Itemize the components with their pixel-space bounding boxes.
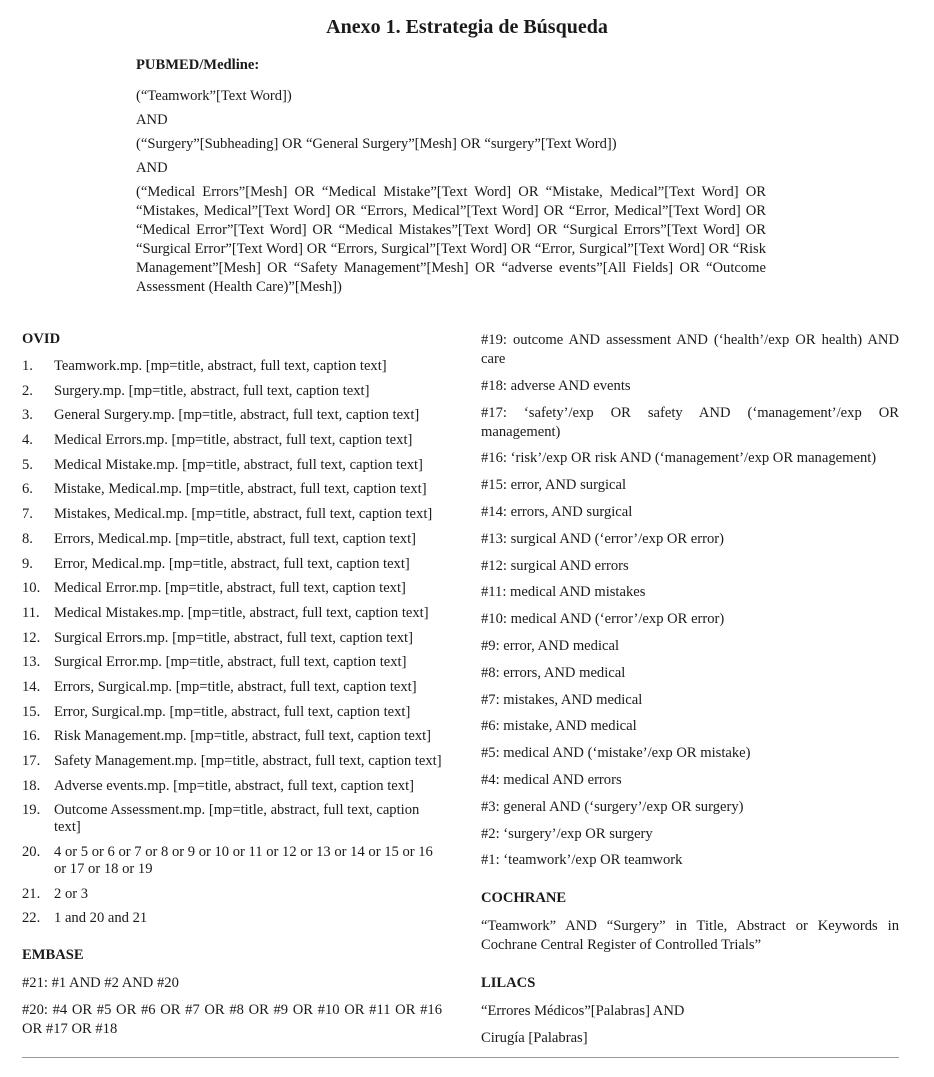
pubmed-line: AND	[136, 112, 168, 128]
ovid-heading: OVID	[22, 331, 61, 347]
ovid-item-number: 21.	[22, 885, 41, 902]
lilacs-line: Cirugía [Palabras]	[481, 1030, 588, 1047]
ovid-item	[22, 728, 442, 745]
ovid-item	[22, 556, 442, 573]
embase-line: #21: #1 AND #2 AND #20	[22, 975, 179, 992]
ovid-item-number: 13.	[22, 654, 41, 671]
ovid-item-text: Surgery.mp. [mp=title, abstract, full text, caption text]	[54, 382, 370, 399]
ovid-item	[22, 910, 442, 927]
ovid-item	[22, 802, 442, 836]
ovid-item-number: 17.	[22, 753, 41, 769]
pubmed-line: AND	[136, 160, 168, 176]
ovid-item	[22, 679, 442, 696]
ovid-item-text: General Surgery.mp. [mp=title, abstract, full text, caption text]	[54, 407, 420, 424]
lilacs-line: “Errores Médicos”[Palabras] AND	[481, 1003, 685, 1020]
ovid-item-text: Teamwork.mp. [mp=title, abstract, full text, caption text]	[54, 358, 387, 374]
ovid-item-text: Risk Management.mp. [mp=title, abstract, full text, caption text]	[54, 728, 432, 745]
ovid-item-number: 12.	[22, 629, 41, 646]
pubmed-heading: PUBMED/Medline:	[136, 57, 260, 73]
ovid-item-text: Medical Errors.mp. [mp=title, abstract, full text, caption text]	[54, 432, 413, 449]
lilacs-heading: LILACS	[481, 975, 536, 992]
embase-line: #13: surgical AND (‘error’/exp OR error)	[481, 530, 725, 547]
ovid-item-number: 4.	[22, 432, 33, 449]
embase-line: #14: errors, AND surgical	[481, 503, 633, 520]
left-column	[22, 331, 442, 1047]
ovid-item-number: 16.	[22, 728, 41, 745]
pubmed-section	[136, 56, 766, 302]
ovid-item-text: Mistakes, Medical.mp. [mp=title, abstract, full text, caption text]	[54, 506, 433, 523]
ovid-item	[22, 457, 442, 474]
ovid-item-number: 7.	[22, 506, 33, 523]
ovid-item-number: 9.	[22, 555, 33, 572]
ovid-item-number: 19.	[22, 802, 41, 819]
ovid-item-text: 1 and 20 and 21	[54, 910, 148, 927]
ovid-item	[22, 432, 442, 449]
ovid-item-number: 1.	[22, 358, 33, 374]
ovid-item-text: Outcome Assessment.mp. [mp=title, abstract, full text, caption text]	[54, 802, 420, 836]
page-title: Anexo 1. Estrategia de Búsqueda	[326, 16, 608, 38]
embase-line: #7: mistakes, AND medical	[481, 691, 643, 708]
ovid-item	[22, 778, 442, 795]
embase-line: #10: medical AND (‘error’/exp OR error)	[481, 611, 725, 628]
ovid-item-number: 14.	[22, 678, 41, 695]
embase-continued	[481, 331, 899, 870]
embase-line: #20: #4 OR #5 OR #6 OR #7 OR #8 OR #9 OR #10 OR #11 OR #16 OR #17 OR #18	[22, 1002, 442, 1038]
ovid-item-number: 11.	[22, 604, 40, 621]
ovid-item-text: 4 or 5 or 6 or 7 or 8 or 9 or 10 or 11 or 12 or 13 or 14 or 15 or 16 or 17 or 18 or 19	[54, 844, 433, 878]
embase-line: #6: mistake, AND medical	[481, 718, 637, 735]
ovid-item-number: 3.	[22, 407, 33, 424]
ovid-item	[22, 753, 442, 770]
ovid-item	[22, 383, 442, 400]
ovid-item-text: Error, Surgical.mp. [mp=title, abstract, full text, caption text]	[54, 703, 411, 720]
ovid-item-number: 15.	[22, 703, 41, 720]
ovid-item	[22, 605, 442, 622]
ovid-item	[22, 704, 442, 721]
footer-divider	[22, 1057, 899, 1058]
ovid-item-text: 2 or 3	[54, 885, 89, 902]
ovid-item-number: 2.	[22, 382, 33, 399]
embase-line: #4: medical AND errors	[481, 771, 622, 788]
ovid-item	[22, 580, 442, 597]
embase-line: #1: ‘teamwork’/exp OR teamwork	[481, 852, 683, 869]
ovid-item	[22, 844, 442, 878]
ovid-item	[22, 630, 442, 647]
embase-line: #12: surgical AND errors	[481, 557, 629, 574]
ovid-item	[22, 531, 442, 548]
ovid-item-number: 5.	[22, 456, 33, 473]
ovid-item-number: 18.	[22, 777, 41, 794]
ovid-item	[22, 481, 442, 498]
ovid-item-number: 20.	[22, 844, 41, 861]
ovid-item-text: Medical Error.mp. [mp=title, abstract, full text, caption text]	[54, 580, 406, 597]
embase-line: #17: ‘safety’/exp OR safety AND (‘management’/exp OR management)	[481, 404, 899, 440]
ovid-item	[22, 654, 442, 671]
embase-line: #9: error, AND medical	[481, 637, 620, 654]
ovid-item-text: Error, Medical.mp. [mp=title, abstract, full text, caption text]	[54, 555, 410, 572]
ovid-item	[22, 886, 442, 903]
embase-line: #11: medical AND mistakes	[481, 584, 646, 601]
ovid-item	[22, 407, 442, 424]
ovid-item-text: Adverse events.mp. [mp=title, abstract, full text, caption text]	[54, 777, 414, 794]
ovid-item-text: Surgical Errors.mp. [mp=title, abstract, full text, caption text]	[54, 629, 413, 646]
ovid-item-number: 8.	[22, 530, 33, 547]
ovid-item-number: 10.	[22, 580, 41, 597]
right-column	[481, 331, 899, 1056]
ovid-item-number: 6.	[22, 481, 33, 498]
pubmed-line: (“Teamwork”[Text Word])	[136, 88, 292, 104]
ovid-item-text: Errors, Surgical.mp. [mp=title, abstract, full text, caption text]	[54, 678, 417, 695]
ovid-item-text: Medical Mistakes.mp. [mp=title, abstract, full text, caption text]	[54, 604, 429, 621]
ovid-item	[22, 358, 442, 375]
embase-heading: EMBASE	[22, 947, 84, 964]
ovid-item	[22, 506, 442, 523]
embase-line: #3: general AND (‘surgery’/exp OR surgery)	[481, 798, 744, 815]
ovid-item-number: 22.	[22, 910, 41, 927]
embase-line: #18: adverse AND events	[481, 377, 631, 394]
embase-line: #16: ‘risk’/exp OR risk AND (‘management’/exp OR management)	[481, 450, 877, 467]
ovid-item-text: Mistake, Medical.mp. [mp=title, abstract, full text, caption text]	[54, 481, 427, 498]
ovid-item-text: Errors, Medical.mp. [mp=title, abstract, full text, caption text]	[54, 530, 417, 547]
pubmed-line: (“Surgery”[Subheading] OR “General Surgery”[Mesh] OR “surgery”[Text Word])	[136, 136, 617, 152]
embase-line: #8: errors, AND medical	[481, 664, 626, 681]
embase-line: #2: ‘surgery’/exp OR surgery	[481, 825, 653, 842]
ovid-item-text: Medical Mistake.mp. [mp=title, abstract, full text, caption text]	[54, 456, 423, 473]
embase-line: #5: medical AND (‘mistake’/exp OR mistake)	[481, 745, 751, 762]
cochrane-heading: COCHRANE	[481, 890, 567, 907]
embase-line: #15: error, AND surgical	[481, 477, 627, 494]
ovid-list	[22, 358, 442, 927]
ovid-item-text: Surgical Error.mp. [mp=title, abstract, full text, caption text]	[54, 654, 407, 671]
cochrane-text: “Teamwork” AND “Surgery” in Title, Abstract or Keywords in Cochrane Central Register of Controlled Trials”	[481, 918, 899, 954]
pubmed-line: (“Medical Errors”[Mesh] OR “Medical Mistake”[Text Word] OR “Mistake, Medical”[Text Word] OR “Mistakes, Medical”[Text Word] OR “Errors, Medical”[Text Word] OR “Error, Medical”[Text Word] OR “Medical Error”[Text Word] OR “Medical Mistakes”[Text Word] OR “Surgical Errors”[Text Word] OR “Surgical Error”[Text Word] OR “Errors, Surgical”[Text Word] OR “Error, Surgical”[Text Word] OR “Risk Management”[Mesh] OR “Safety Management”[Mesh] OR “adverse events”[All Fields] OR “Outcome Assessment (Health Care)”[Mesh])	[136, 184, 766, 295]
embase-line: #19: outcome AND assessment AND (‘health’/exp OR health) AND care	[481, 332, 899, 367]
ovid-item-text: Safety Management.mp. [mp=title, abstract, full text, caption text]	[54, 753, 442, 769]
